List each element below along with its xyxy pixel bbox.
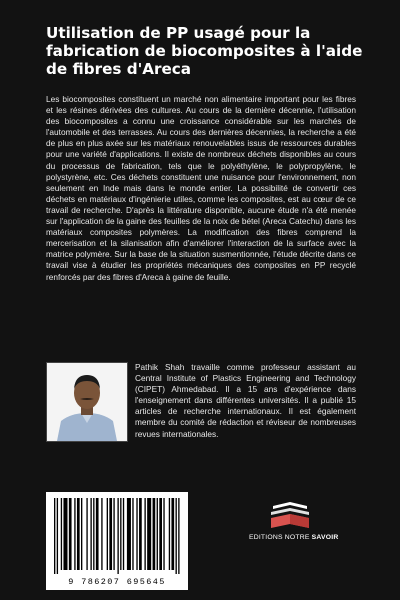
barcode-bar <box>109 498 112 570</box>
barcode-bar <box>178 498 179 574</box>
barcode-bar <box>69 498 72 570</box>
barcode-bar <box>96 498 99 570</box>
barcode-bar <box>117 498 118 574</box>
barcode-bar <box>57 498 58 574</box>
barcode-bar <box>171 498 174 570</box>
barcode-bar <box>144 498 145 570</box>
barcode-bar <box>101 498 102 570</box>
barcode-bar <box>77 498 80 570</box>
publisher-book-icon <box>267 500 313 530</box>
barcode-bar <box>159 498 162 570</box>
barcode-bar <box>139 498 142 570</box>
barcode-bar <box>86 498 87 570</box>
barcode-bar <box>113 498 114 570</box>
author-bio: Pathik Shah travaille comme professeur assistant au Central Institute of Plastics Engineering and Technology (CIPET) Ahmedabad. Il a 15 ans d'expérience dans l'enseignement dans différentes universités. Il a publié 15 articles de recherche internationaux. Il est également membre du comité de rédaction et réviseur de nombreuses revues internationales. <box>135 362 356 439</box>
book-title: Utilisation de PP usagé pour la fabrication de biocomposites à l'aide de fibres d'Areca <box>46 24 363 78</box>
barcode-bar <box>107 498 108 570</box>
barcode-bar <box>176 498 177 574</box>
barcode-bar <box>127 498 131 570</box>
barcode <box>46 492 188 590</box>
barcode-bar <box>120 498 121 570</box>
publisher-logo <box>249 500 339 550</box>
barcode-bar <box>61 498 62 570</box>
barcode-bar <box>63 498 67 570</box>
barcode-bar <box>157 498 158 570</box>
barcode-bar <box>136 498 137 570</box>
barcode-bar <box>132 498 133 570</box>
publisher-name: EDITIONS NOTRE SAVOIR <box>249 534 339 541</box>
barcode-number: 9 786207 695645 <box>68 577 166 587</box>
barcode-bar <box>169 498 170 570</box>
barcode-bar <box>147 498 151 570</box>
book-description: Les biocomposites constituent un marché non alimentaire important pour les fibres et les résines dérivées des cultures. Au cours de la dernière décennie, l'utilisation des biocomposites a connu une croissance considérable sur les marchés de l'automobile et des terrasses. Au cours des dernières décennies, la recherche a été de plus en plus axée sur les matériaux renouvelables issus de ressources durables pour une variété d'applications. Il existe de nombreux déchets disponibles au cours du processus de fabrication, tels que le polyéthylène, le polypropylène, le polystyrène, etc. Ces déchets constituent une nuisance pour l'environnement, non seulement en Inde mais dans le monde entier. La possibilité de convertir ces déchets en matériaux d'ingénierie utiles, comme les composites, est au cœur de ce travail de recherche. D'après la littérature disponible, aucune étude n'a été menée sur l'application de la gaine des feuilles de la noix de bétel (Areca Catechu) dans les matériaux composites polymères. La modification des fibres comprend la mercerisation et la silanisation afin d'améliorer l'interaction de la surface avec la matrice polymère. Sur la base de la situation susmentionnée, l'étude décrite dans ce travail vise à étudier les propriétés mécaniques des composites en PP recyclé renforcés par des fibres d'Areca à gaine de feuille. <box>46 94 356 282</box>
barcode-bar <box>163 498 164 570</box>
barcode-bar <box>54 498 55 574</box>
author-photo <box>46 362 128 442</box>
barcode-bar <box>123 498 124 570</box>
barcode-bar <box>81 498 82 570</box>
barcode-bar <box>93 498 94 570</box>
barcode-bar <box>90 498 91 570</box>
barcode-bar <box>74 498 75 570</box>
barcode-bar <box>153 498 156 570</box>
